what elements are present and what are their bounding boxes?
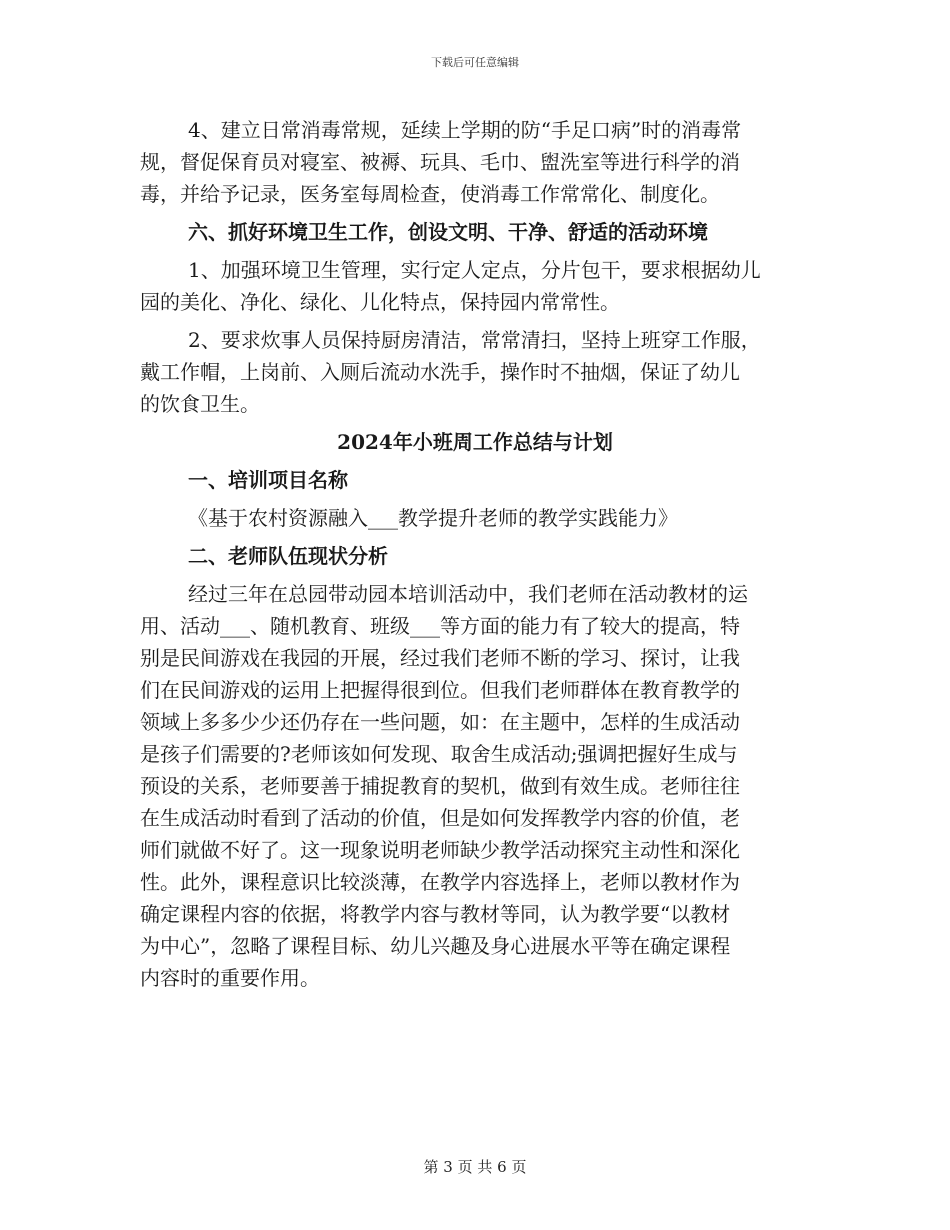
page-number: 第 3 页 共 6 页 [423, 1158, 527, 1176]
paragraph-line: 领域上多多少少还仍存在一些问题，如：在主题中，怎样的生成活动 [140, 710, 740, 734]
paragraph-line: 的饮食卫生。 [140, 392, 260, 416]
project-name: 《基于农村资源融入___教学提升老师的教学实践能力》 [188, 506, 678, 530]
document-body [140, 114, 810, 994]
paragraph-line: 1、加强环境卫生管理，实行定人定点，分片包干，要求根据幼儿 [188, 258, 761, 282]
paragraph-line: 为中心”，忽略了课程目标、幼儿兴趣及身心进展水平等在确定课程 [140, 934, 731, 958]
paragraph-line: 经过三年在总园带动园本培训活动中，我们老师在活动教材的运 [188, 582, 748, 606]
paragraph-line: 别是民间游戏在我园的开展，经过我们老师不断的学习、探讨，让我 [140, 646, 740, 670]
section-heading: 一、培训项目名称 [188, 468, 348, 492]
paragraph-line: 园的美化、净化、绿化、儿化特点，保持园内常常性。 [140, 290, 620, 314]
section-heading: 六、抓好环境卫生工作，创设文明、干净、舒适的活动环境 [188, 220, 708, 244]
paragraph-line: 戴工作帽，上岗前、入厕后流动水洗手，操作时不抽烟，保证了幼儿 [140, 360, 740, 384]
paragraph-line: 毒，并给予记录，医务室每周检查，使消毒工作常常化、制度化。 [140, 182, 720, 206]
paragraph-line: 师们就做不好了。这一现象说明老师缺少教学活动探究主动性和深化 [140, 838, 740, 862]
paragraph-line: 在生成活动时看到了活动的价值，但是如何发挥教学内容的价值，老 [140, 806, 740, 830]
paragraph-line: 规，督促保育员对寝室、被褥、玩具、毛巾、盥洗室等进行科学的消 [140, 150, 740, 174]
paragraph-line: 是孩子们需要的?老师该如何发现、取舍生成活动;强调把握好生成与 [140, 742, 738, 766]
paragraph-line: 性。此外，课程意识比较淡薄，在教学内容选择上，老师以教材作为 [140, 870, 740, 894]
document-title: 2024年小班周工作总结与计划 [337, 430, 613, 454]
paragraph-line: 内容时的重要作用。 [140, 966, 320, 990]
paragraph-line: 确定课程内容的依据，将教学内容与教材等同，认为教学要“以教材 [140, 902, 731, 926]
page-header-note: 下载后可任意编辑 [431, 56, 519, 69]
paragraph-line: 2、要求炊事人员保持厨房清洁，常常清扫，坚持上班穿工作服， [188, 328, 761, 352]
section-heading: 二、老师队伍现状分析 [188, 544, 388, 568]
paragraph-line: 预设的关系，老师要善于捕捉教育的契机，做到有效生成。老师往往 [140, 774, 740, 798]
paragraph-line: 们在民间游戏的运用上把握得很到位。但我们老师群体在教育教学的 [140, 678, 740, 702]
paragraph-line: 4、建立日常消毒常规，延续上学期的防“手足口病”时的消毒常 [188, 118, 742, 142]
paragraph-line: 用、活动___、随机教育、班级___等方面的能力有了较大的提高，特 [140, 614, 740, 638]
